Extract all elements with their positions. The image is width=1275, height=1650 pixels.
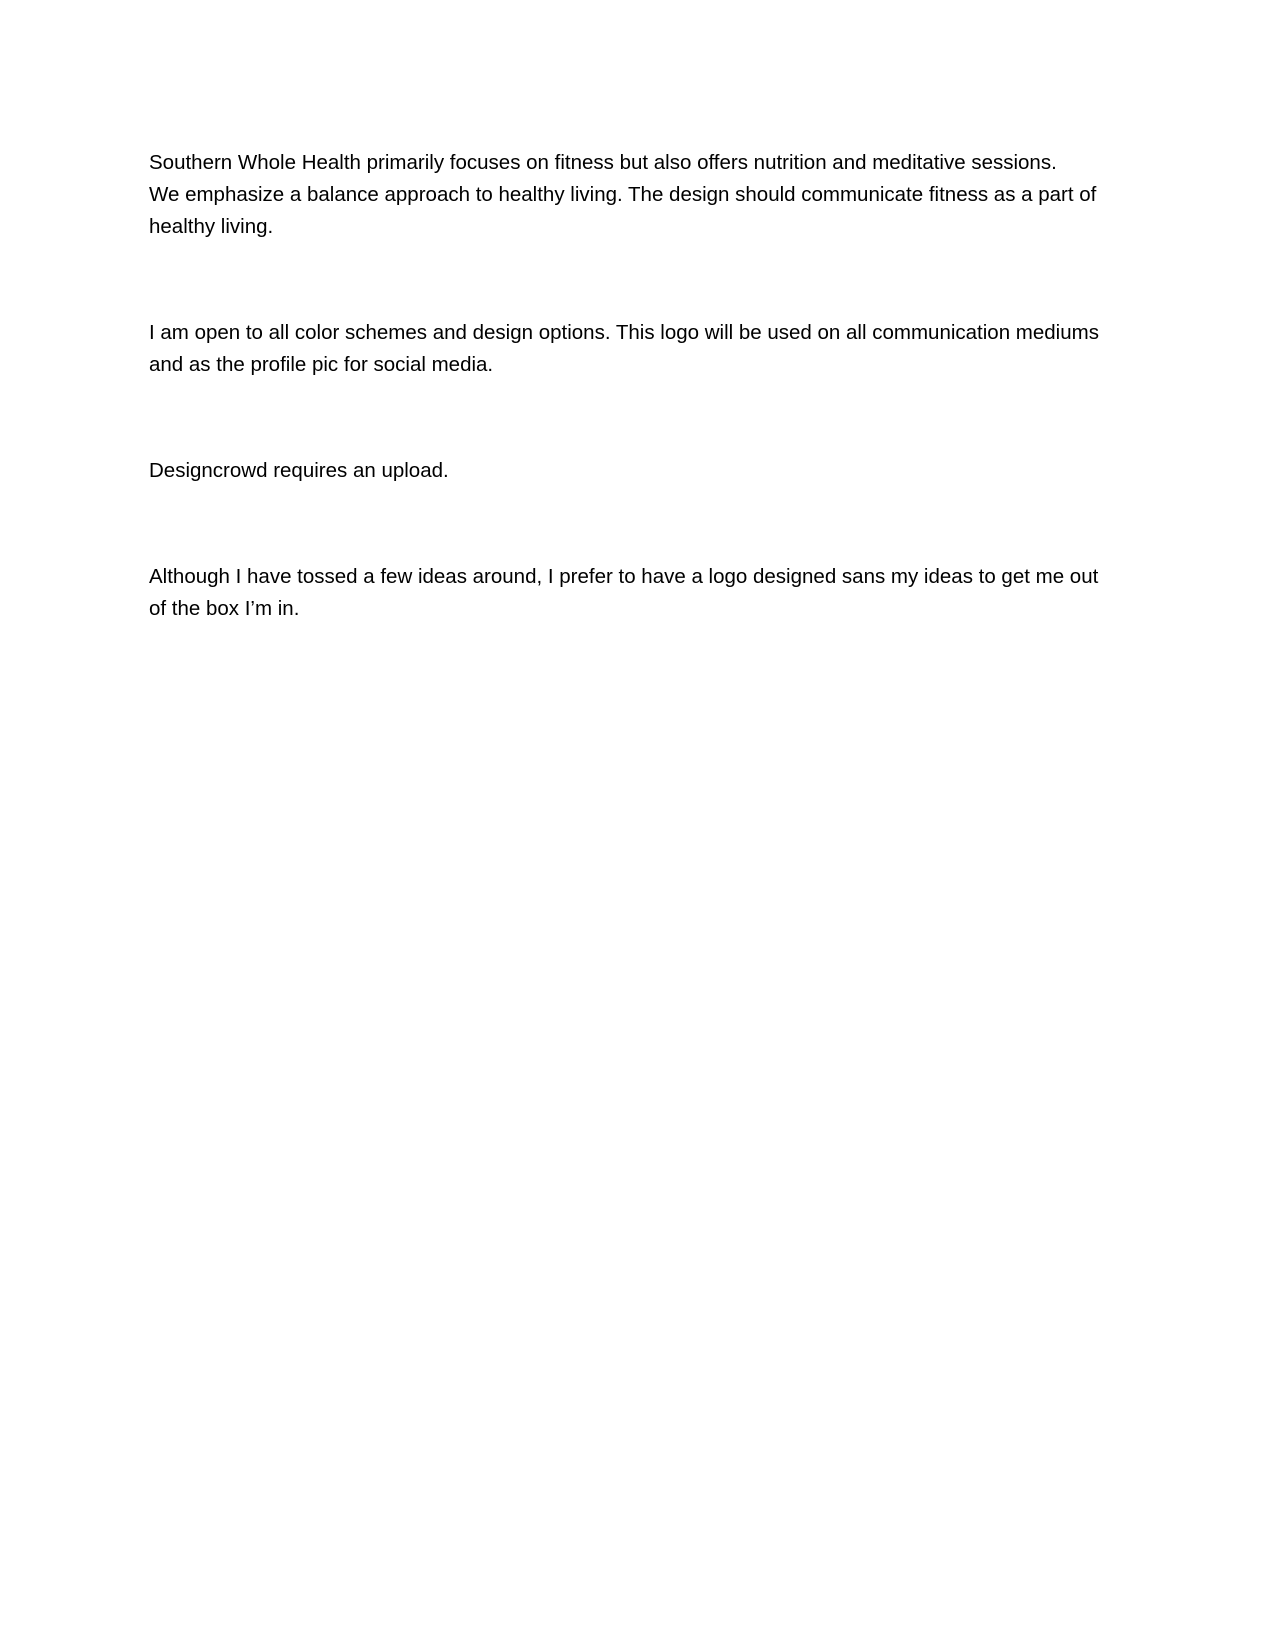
- document-body: [149, 147, 1129, 625]
- paragraph-spacer: [149, 487, 1129, 561]
- paragraph-line: healthy living.: [149, 215, 274, 238]
- paragraph-line: We emphasize a balance approach to healthy living. The design should communicate fitness as a part of: [149, 183, 1097, 206]
- paragraph-design-options: [149, 317, 1129, 381]
- paragraph-line: Although I have tossed a few ideas around, I prefer to have a logo designed sans my ideas to get me out: [149, 565, 1099, 588]
- paragraph-spacer: [149, 381, 1129, 455]
- paragraph-services: [149, 147, 1129, 243]
- paragraph-ideas: [149, 561, 1129, 625]
- paragraph-spacer: [149, 243, 1129, 317]
- paragraph-line: Southern Whole Health primarily focuses on fitness but also offers nutrition and meditative sessions.: [149, 151, 1057, 174]
- paragraph-line: of the box I’m in.: [149, 597, 300, 620]
- paragraph-line: and as the profile pic for social media.: [149, 353, 494, 376]
- paragraph-upload-note: [149, 455, 1129, 487]
- paragraph-line: I am open to all color schemes and design options. This logo will be used on all communication mediums: [149, 321, 1099, 344]
- paragraph-line: Designcrowd requires an upload.: [149, 459, 449, 482]
